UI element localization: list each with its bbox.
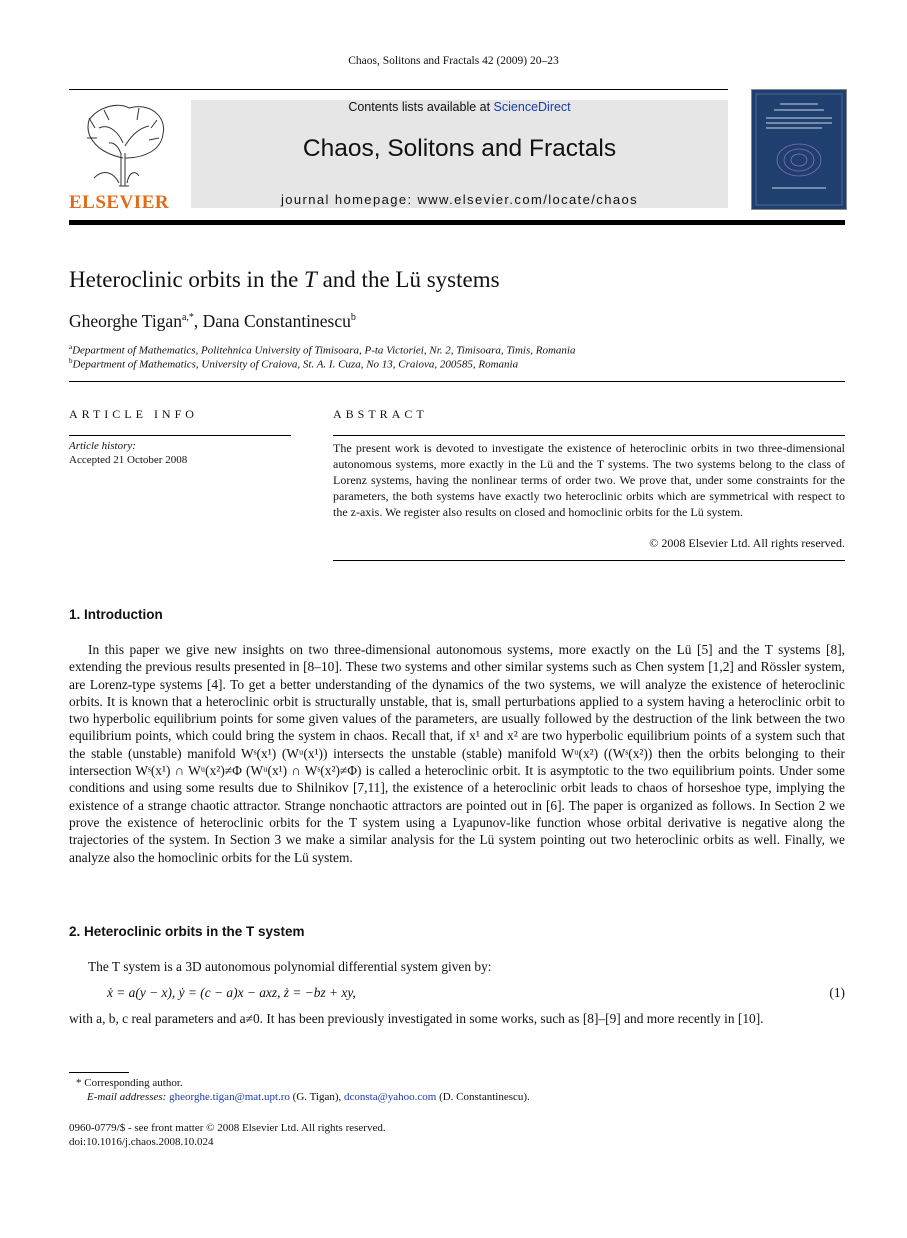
journal-citation: Chaos, Solitons and Fractals 42 (2009) 20–23 xyxy=(348,55,559,67)
equation-1-number: (1) xyxy=(829,985,845,1000)
abstract-copyright: © 2008 Elsevier Ltd. All rights reserved. xyxy=(649,536,845,550)
elsevier-wordmark: ELSEVIER xyxy=(69,192,170,213)
abstract-rule-top xyxy=(333,435,845,436)
section-2-intro: The T system is a 3D autonomous polynomial differential system given by: xyxy=(88,959,492,974)
email-name-tigan: (G. Tigan), xyxy=(289,1091,345,1103)
cover-art xyxy=(752,90,846,209)
title-italic-t: T xyxy=(304,267,317,292)
header-thick-rule xyxy=(69,220,845,225)
abstract-rule-bottom xyxy=(333,560,845,561)
affil-b-sup: b xyxy=(69,357,73,365)
author-1-marks[interactable]: a,* xyxy=(181,312,194,324)
affil-b-text: Department of Mathematics, University of Craiova, St. A. I. Cuza, No 13, Craiova, 200585, Romania xyxy=(72,358,519,371)
section-1-paragraph: In this paper we give new insights on two three-dimensional autonomous systems, more exactly on the Lü [5] and the T systems [8], extending the previous results presented in [8–10]. These two systems and other similar systems such as Chen system [1,2] and Rössler system, are Lorenz-type systems [4]. To get a better understanding of the dynamics of the two systems, we will analyze the existence of heteroclinic orbits. It is known that a heteroclinic orbit is structurally unstable, that is, small perturbations applied to a system having a heteroclinic orbit to two hyperbolic equilibrium points for some given values of the parameters, are usually followed by the destruction of the link between the two equilibrium points, which could bring the system in chaos. Recall that, if x¹ and x² are two hyperbolic equilibrium points of a system such that the stable (unstable) manifold Wˢ(x¹) (Wᵘ(x¹)) intersects the unstable (stable) manifold Wᵘ(x²) ((Wˢ(x²)) then the orbits belonging to their intersection Wˢ(x¹) ∩ Wᵘ(x²)≠Φ (Wᵘ(x¹) ∩ Wˢ(x²)≠Φ) is called a heteroclinic orbit. It is asymptotic to the two equilibrium points. Under some conditions and using some results due to Shilnikov [7,11], the existence of a heteroclinic orbit leads to chaos of horseshoe type, implying the existence of a strange chaotic attractor. Strange nonchaotic attractors are pointed out in [6]. The paper is organized as follows. In Section 2 we prove the existence of heteroclinic orbits for the T system using a Lyapunov-like function whose orbital derivative is negative along the trajectories of the system. In Section 3 we make a similar analysis for the Lü system pointing out two heteroclinic orbits as well. Finally, we analyze also the homoclinic orbits for the Lü system. xyxy=(69,642,845,865)
abstract-text: The present work is devoted to investigate the existence of heteroclinic orbits in two three-dimensional autonomous systems, more exactly in the Lü and the T systems. The two systems belong to the class of Lorenz systems, having the nonlinear terms of order two. We prove that, under some constraints for the parameters, the both systems have exactly two heteroclinic orbits which are symmetrical with respect to the z-axis. We register also results on closed and homoclinic orbits for the Lü system. xyxy=(333,441,845,519)
journal-title: Chaos, Solitons and Fractals xyxy=(302,135,617,162)
email-name-constantinescu: (D. Constantinescu). xyxy=(436,1091,530,1103)
affiliation-a xyxy=(69,343,575,357)
section-2-paragraph: with a, b, c real parameters and a≠0. It has been previously investigated in some works, such as [8]–[9] and more recently in [10]. xyxy=(69,1011,764,1026)
affil-a-text: Department of Mathematics, Politehnica University of Timisoara, P-ta Victoriei, Nr. 2, Timisoara, Timis, Romania xyxy=(72,344,576,357)
section-1-title: 1. Introduction xyxy=(69,607,163,622)
corresponding-author-note: * Corresponding author. xyxy=(76,1077,183,1089)
affiliation-b xyxy=(69,357,518,371)
header-rule xyxy=(69,89,728,90)
author-list xyxy=(69,311,356,332)
journal-cover-image xyxy=(751,89,847,210)
contents-line xyxy=(191,100,728,114)
sciencedirect-link[interactable]: ScienceDirect xyxy=(493,100,571,114)
article-history-label: Article history: xyxy=(69,440,136,452)
email-link-constantinescu[interactable]: dconsta@yahoo.com xyxy=(344,1091,437,1103)
author-2: Dana Constantinescu xyxy=(202,311,351,331)
issn-line: 0960-0779/$ - see front matter © 2008 Elsevier Ltd. All rights reserved. xyxy=(69,1122,386,1134)
title-part-2: and the Lü systems xyxy=(316,267,500,292)
doi-line[interactable]: doi:10.1016/j.chaos.2008.10.024 xyxy=(69,1136,214,1148)
article-title xyxy=(69,267,500,293)
abstract-heading: ABSTRACT xyxy=(333,407,428,421)
article-info-rule xyxy=(69,435,291,436)
article-info-heading: ARTICLE INFO xyxy=(69,407,198,421)
email-label: E-mail addresses: xyxy=(87,1091,170,1103)
section-2-title: 2. Heteroclinic orbits in the T system xyxy=(69,924,305,939)
affil-a-sup: a xyxy=(69,343,73,351)
email-link-tigan[interactable]: gheorghe.tigan@mat.upt.ro xyxy=(169,1091,290,1103)
accepted-date: Accepted 21 October 2008 xyxy=(69,454,188,466)
affiliation-rule xyxy=(69,381,845,382)
footnote-rule xyxy=(69,1072,129,1073)
email-addresses xyxy=(87,1091,530,1103)
journal-homepage[interactable]: journal homepage: www.elsevier.com/locate/chaos xyxy=(280,192,638,207)
contents-prefix: Contents lists available at xyxy=(348,100,494,114)
author-2-mark[interactable]: b xyxy=(350,312,356,324)
equation-1: ẋ = a(y − x), ẏ = (c − a)x − axz, ż = −bz + xy, xyxy=(107,985,356,1000)
title-part-1: Heteroclinic orbits in the xyxy=(69,267,305,292)
author-1: Gheorghe Tigan xyxy=(69,311,182,331)
author-separator: , xyxy=(193,311,203,331)
